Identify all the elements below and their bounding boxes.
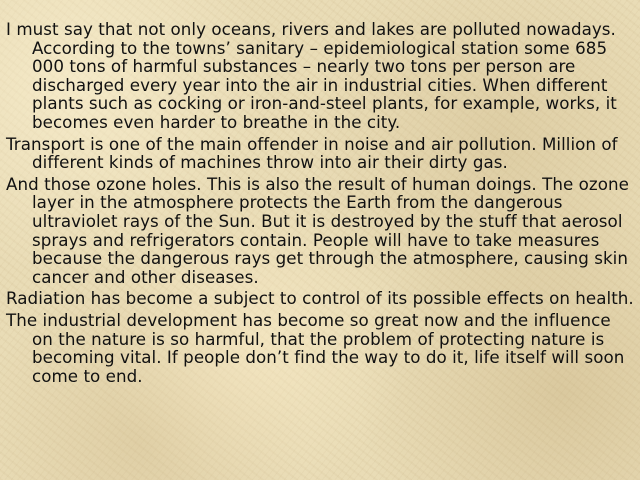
paragraph-air-pollution: I must say that not only oceans, rivers and lakes are polluted nowadays. According to the towns’ sanitary – epidemiological station some 685 000 tons of harmful substances – nearly two tons per person are discharged every year into the air in industrial cities. When different plants such as cocking or iron-and-steel plants, for example, works, it becomes even harder to breathe in the city. [6, 19, 617, 132]
paragraph-industrial-development: The industrial development has become so great now and the influence on the nature is so harmful, that the problem of protecting nature is becoming vital. If people don’t find the way to do it, life itself will soon come to end. [6, 309, 625, 386]
paragraph-radiation: Radiation has become a subject to control of its possible effects on health. [6, 288, 634, 309]
paragraph-transport: Transport is one of the main offender in noise and air pollution. Million of different kinds of machines throw into air their dirty gas. [6, 133, 618, 173]
paragraph-ozone-holes: And those ozone holes. This is also the result of human doings. The ozone layer in the atmosphere protects the Earth from the dangerous ultraviolet rays of the Sun. But it is destroyed by the stuff that aerosol sprays and refrigerators contain. People will have to take measures because the dangerous rays get through the atmosphere, causing skin cancer and other diseases. [6, 173, 629, 287]
